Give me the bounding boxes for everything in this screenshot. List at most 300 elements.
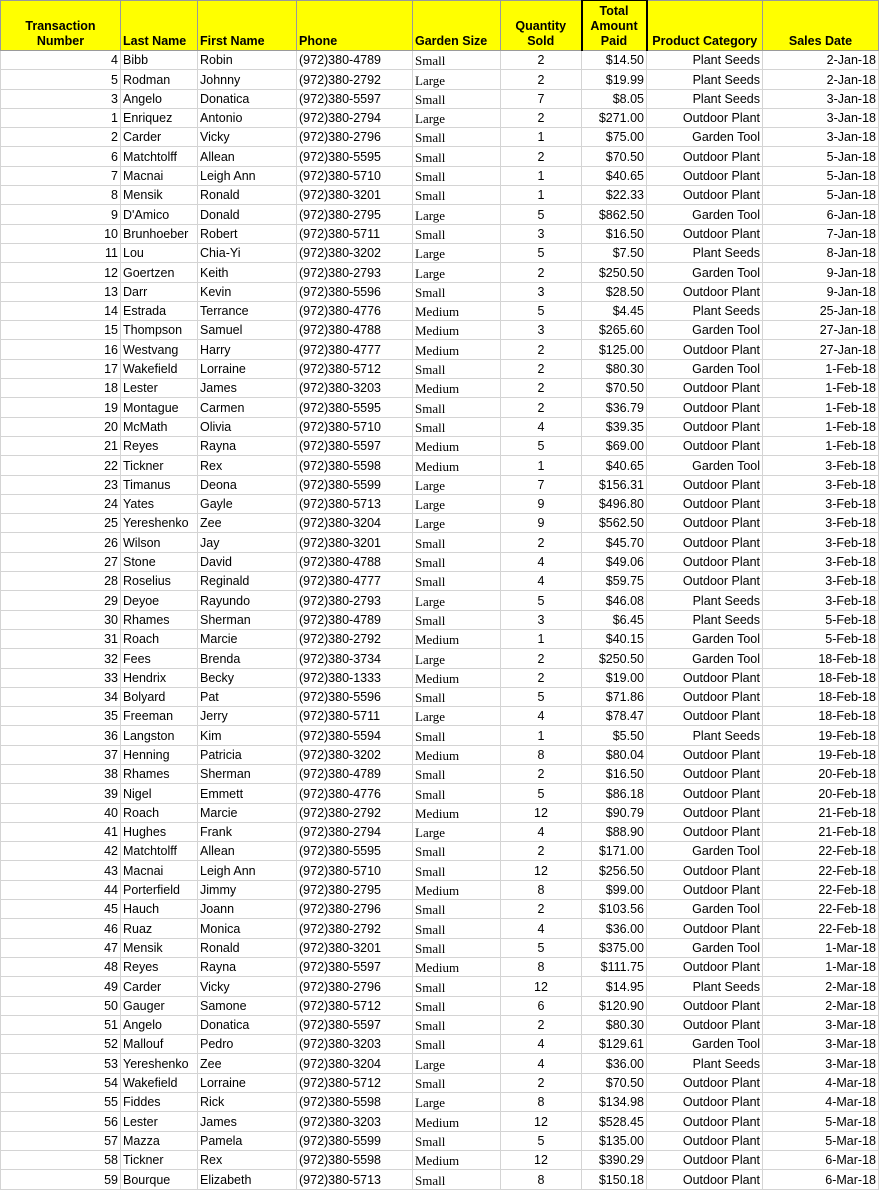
cell-garden-size[interactable]: Small [413, 1073, 501, 1092]
cell-quantity-sold[interactable]: 5 [501, 1131, 582, 1150]
cell-first-name[interactable]: Pamela [198, 1131, 297, 1150]
cell-transaction-number[interactable]: 33 [1, 668, 121, 687]
cell-product-category[interactable]: Outdoor Plant [647, 147, 763, 166]
cell-last-name[interactable]: McMath [121, 417, 198, 436]
cell-first-name[interactable]: Rex [198, 1150, 297, 1169]
cell-phone[interactable]: (972)380-5597 [297, 436, 413, 455]
cell-total-amount-paid[interactable]: $75.00 [582, 128, 647, 147]
cell-garden-size[interactable]: Large [413, 243, 501, 262]
cell-quantity-sold[interactable]: 2 [501, 668, 582, 687]
cell-product-category[interactable]: Garden Tool [647, 321, 763, 340]
cell-total-amount-paid[interactable]: $46.08 [582, 591, 647, 610]
cell-garden-size[interactable]: Medium [413, 803, 501, 822]
cell-last-name[interactable]: Reyes [121, 957, 198, 976]
cell-product-category[interactable]: Outdoor Plant [647, 186, 763, 205]
cell-phone[interactable]: (972)380-4777 [297, 572, 413, 591]
cell-last-name[interactable]: Langston [121, 726, 198, 745]
cell-last-name[interactable]: Roselius [121, 572, 198, 591]
cell-sales-date[interactable]: 22-Feb-18 [763, 880, 879, 899]
cell-total-amount-paid[interactable]: $150.18 [582, 1170, 647, 1189]
cell-transaction-number[interactable]: 28 [1, 572, 121, 591]
cell-total-amount-paid[interactable]: $36.79 [582, 398, 647, 417]
cell-total-amount-paid[interactable]: $70.50 [582, 1073, 647, 1092]
cell-product-category[interactable]: Garden Tool [647, 128, 763, 147]
cell-total-amount-paid[interactable]: $4.45 [582, 301, 647, 320]
cell-total-amount-paid[interactable]: $70.50 [582, 379, 647, 398]
cell-garden-size[interactable]: Medium [413, 379, 501, 398]
cell-total-amount-paid[interactable]: $125.00 [582, 340, 647, 359]
cell-garden-size[interactable]: Small [413, 552, 501, 571]
cell-total-amount-paid[interactable]: $90.79 [582, 803, 647, 822]
cell-product-category[interactable]: Garden Tool [647, 359, 763, 378]
cell-last-name[interactable]: D'Amico [121, 205, 198, 224]
cell-last-name[interactable]: Bourque [121, 1170, 198, 1189]
cell-phone[interactable]: (972)380-5597 [297, 1015, 413, 1034]
cell-last-name[interactable]: Fiddes [121, 1093, 198, 1112]
cell-first-name[interactable]: Lorraine [198, 1073, 297, 1092]
cell-last-name[interactable]: Brunhoeber [121, 224, 198, 243]
cell-garden-size[interactable]: Large [413, 1054, 501, 1073]
cell-sales-date[interactable]: 20-Feb-18 [763, 764, 879, 783]
cell-sales-date[interactable]: 4-Mar-18 [763, 1093, 879, 1112]
header-transaction-number[interactable]: Transaction Number [1, 1, 121, 51]
cell-transaction-number[interactable]: 36 [1, 726, 121, 745]
cell-last-name[interactable]: Wakefield [121, 359, 198, 378]
cell-phone[interactable]: (972)380-3734 [297, 649, 413, 668]
cell-phone[interactable]: (972)380-5712 [297, 359, 413, 378]
cell-first-name[interactable]: Harry [198, 340, 297, 359]
cell-last-name[interactable]: Yereshenko [121, 514, 198, 533]
cell-phone[interactable]: (972)380-3204 [297, 514, 413, 533]
cell-garden-size[interactable]: Small [413, 147, 501, 166]
cell-last-name[interactable]: Mensik [121, 186, 198, 205]
cell-sales-date[interactable]: 2-Jan-18 [763, 51, 879, 70]
cell-phone[interactable]: (972)380-2793 [297, 263, 413, 282]
cell-total-amount-paid[interactable]: $265.60 [582, 321, 647, 340]
cell-first-name[interactable]: Donatica [198, 89, 297, 108]
cell-first-name[interactable]: Pat [198, 687, 297, 706]
cell-transaction-number[interactable]: 48 [1, 957, 121, 976]
cell-first-name[interactable]: Sherman [198, 764, 297, 783]
cell-garden-size[interactable]: Medium [413, 321, 501, 340]
header-phone[interactable]: Phone [297, 1, 413, 51]
header-quantity-sold[interactable]: Quantity Sold [501, 1, 582, 51]
cell-quantity-sold[interactable]: 9 [501, 514, 582, 533]
cell-first-name[interactable]: Rayna [198, 436, 297, 455]
cell-garden-size[interactable]: Small [413, 842, 501, 861]
cell-transaction-number[interactable]: 5 [1, 70, 121, 89]
cell-product-category[interactable]: Outdoor Plant [647, 668, 763, 687]
cell-sales-date[interactable]: 22-Feb-18 [763, 900, 879, 919]
cell-first-name[interactable]: Brenda [198, 649, 297, 668]
cell-quantity-sold[interactable]: 2 [501, 340, 582, 359]
cell-garden-size[interactable]: Medium [413, 436, 501, 455]
cell-quantity-sold[interactable]: 4 [501, 417, 582, 436]
cell-phone[interactable]: (972)380-4788 [297, 552, 413, 571]
cell-last-name[interactable]: Tickner [121, 1150, 198, 1169]
cell-sales-date[interactable]: 9-Jan-18 [763, 282, 879, 301]
cell-sales-date[interactable]: 5-Jan-18 [763, 186, 879, 205]
cell-sales-date[interactable]: 18-Feb-18 [763, 649, 879, 668]
cell-product-category[interactable]: Plant Seeds [647, 977, 763, 996]
cell-phone[interactable]: (972)380-5711 [297, 224, 413, 243]
cell-quantity-sold[interactable]: 8 [501, 957, 582, 976]
header-last-name[interactable]: Last Name [121, 1, 198, 51]
cell-last-name[interactable]: Mazza [121, 1131, 198, 1150]
cell-garden-size[interactable]: Large [413, 514, 501, 533]
cell-sales-date[interactable]: 3-Feb-18 [763, 494, 879, 513]
cell-total-amount-paid[interactable]: $862.50 [582, 205, 647, 224]
cell-sales-date[interactable]: 1-Feb-18 [763, 379, 879, 398]
cell-first-name[interactable]: Becky [198, 668, 297, 687]
cell-quantity-sold[interactable]: 12 [501, 1112, 582, 1131]
cell-transaction-number[interactable]: 21 [1, 436, 121, 455]
cell-garden-size[interactable]: Medium [413, 340, 501, 359]
cell-phone[interactable]: (972)380-5710 [297, 861, 413, 880]
cell-phone[interactable]: (972)380-4777 [297, 340, 413, 359]
cell-transaction-number[interactable]: 38 [1, 764, 121, 783]
cell-quantity-sold[interactable]: 5 [501, 687, 582, 706]
cell-first-name[interactable]: Joann [198, 900, 297, 919]
cell-transaction-number[interactable]: 2 [1, 128, 121, 147]
cell-phone[interactable]: (972)380-4776 [297, 784, 413, 803]
cell-first-name[interactable]: Donald [198, 205, 297, 224]
cell-transaction-number[interactable]: 45 [1, 900, 121, 919]
cell-garden-size[interactable]: Small [413, 224, 501, 243]
cell-quantity-sold[interactable]: 12 [501, 803, 582, 822]
cell-sales-date[interactable]: 6-Jan-18 [763, 205, 879, 224]
cell-quantity-sold[interactable]: 2 [501, 649, 582, 668]
cell-transaction-number[interactable]: 29 [1, 591, 121, 610]
cell-phone[interactable]: (972)380-5598 [297, 456, 413, 475]
cell-first-name[interactable]: Allean [198, 147, 297, 166]
cell-garden-size[interactable]: Small [413, 1015, 501, 1034]
cell-garden-size[interactable]: Small [413, 1170, 501, 1189]
cell-garden-size[interactable]: Small [413, 533, 501, 552]
cell-garden-size[interactable]: Small [413, 977, 501, 996]
cell-total-amount-paid[interactable]: $5.50 [582, 726, 647, 745]
cell-last-name[interactable]: Angelo [121, 89, 198, 108]
cell-garden-size[interactable]: Small [413, 359, 501, 378]
cell-sales-date[interactable]: 6-Mar-18 [763, 1150, 879, 1169]
cell-first-name[interactable]: Rick [198, 1093, 297, 1112]
cell-sales-date[interactable]: 21-Feb-18 [763, 803, 879, 822]
cell-sales-date[interactable]: 3-Jan-18 [763, 89, 879, 108]
cell-product-category[interactable]: Plant Seeds [647, 610, 763, 629]
cell-total-amount-paid[interactable]: $562.50 [582, 514, 647, 533]
cell-phone[interactable]: (972)380-2795 [297, 880, 413, 899]
cell-total-amount-paid[interactable]: $250.50 [582, 263, 647, 282]
cell-first-name[interactable]: Vicky [198, 128, 297, 147]
cell-last-name[interactable]: Matchtolff [121, 842, 198, 861]
cell-garden-size[interactable]: Small [413, 610, 501, 629]
cell-total-amount-paid[interactable]: $250.50 [582, 649, 647, 668]
cell-sales-date[interactable]: 5-Mar-18 [763, 1112, 879, 1131]
cell-phone[interactable]: (972)380-2792 [297, 803, 413, 822]
cell-product-category[interactable]: Outdoor Plant [647, 996, 763, 1015]
cell-product-category[interactable]: Garden Tool [647, 263, 763, 282]
cell-last-name[interactable]: Hughes [121, 822, 198, 841]
cell-sales-date[interactable]: 19-Feb-18 [763, 726, 879, 745]
cell-first-name[interactable]: Robert [198, 224, 297, 243]
cell-total-amount-paid[interactable]: $111.75 [582, 957, 647, 976]
cell-transaction-number[interactable]: 17 [1, 359, 121, 378]
cell-last-name[interactable]: Hendrix [121, 668, 198, 687]
cell-garden-size[interactable]: Small [413, 784, 501, 803]
cell-last-name[interactable]: Carder [121, 977, 198, 996]
cell-quantity-sold[interactable]: 3 [501, 610, 582, 629]
cell-last-name[interactable]: Tickner [121, 456, 198, 475]
cell-first-name[interactable]: Lorraine [198, 359, 297, 378]
cell-quantity-sold[interactable]: 4 [501, 822, 582, 841]
cell-first-name[interactable]: Samuel [198, 321, 297, 340]
cell-quantity-sold[interactable]: 7 [501, 89, 582, 108]
cell-transaction-number[interactable]: 44 [1, 880, 121, 899]
cell-product-category[interactable]: Outdoor Plant [647, 533, 763, 552]
cell-phone[interactable]: (972)380-3203 [297, 1035, 413, 1054]
cell-sales-date[interactable]: 1-Mar-18 [763, 938, 879, 957]
cell-last-name[interactable]: Macnai [121, 166, 198, 185]
cell-first-name[interactable]: Kevin [198, 282, 297, 301]
cell-sales-date[interactable]: 27-Jan-18 [763, 340, 879, 359]
cell-quantity-sold[interactable]: 1 [501, 629, 582, 648]
cell-product-category[interactable]: Garden Tool [647, 205, 763, 224]
cell-garden-size[interactable]: Small [413, 282, 501, 301]
cell-phone[interactable]: (972)380-5595 [297, 398, 413, 417]
cell-product-category[interactable]: Outdoor Plant [647, 108, 763, 127]
cell-first-name[interactable]: James [198, 1112, 297, 1131]
cell-sales-date[interactable]: 22-Feb-18 [763, 919, 879, 938]
cell-transaction-number[interactable]: 25 [1, 514, 121, 533]
cell-product-category[interactable]: Outdoor Plant [647, 494, 763, 513]
cell-total-amount-paid[interactable]: $80.04 [582, 745, 647, 764]
cell-product-category[interactable]: Outdoor Plant [647, 861, 763, 880]
cell-product-category[interactable]: Outdoor Plant [647, 1170, 763, 1189]
cell-quantity-sold[interactable]: 4 [501, 919, 582, 938]
cell-last-name[interactable]: Porterfield [121, 880, 198, 899]
cell-sales-date[interactable]: 25-Jan-18 [763, 301, 879, 320]
cell-phone[interactable]: (972)380-2795 [297, 205, 413, 224]
cell-garden-size[interactable]: Medium [413, 1112, 501, 1131]
cell-product-category[interactable]: Outdoor Plant [647, 224, 763, 243]
cell-last-name[interactable]: Darr [121, 282, 198, 301]
cell-product-category[interactable]: Outdoor Plant [647, 417, 763, 436]
cell-product-category[interactable]: Plant Seeds [647, 243, 763, 262]
cell-sales-date[interactable]: 3-Feb-18 [763, 514, 879, 533]
cell-phone[interactable]: (972)380-3202 [297, 745, 413, 764]
cell-first-name[interactable]: Reginald [198, 572, 297, 591]
cell-last-name[interactable]: Deyoe [121, 591, 198, 610]
cell-garden-size[interactable]: Small [413, 186, 501, 205]
cell-last-name[interactable]: Enriquez [121, 108, 198, 127]
cell-phone[interactable]: (972)380-5595 [297, 147, 413, 166]
cell-product-category[interactable]: Outdoor Plant [647, 919, 763, 938]
cell-sales-date[interactable]: 2-Mar-18 [763, 977, 879, 996]
cell-quantity-sold[interactable]: 4 [501, 552, 582, 571]
cell-total-amount-paid[interactable]: $40.65 [582, 166, 647, 185]
cell-quantity-sold[interactable]: 2 [501, 70, 582, 89]
cell-transaction-number[interactable]: 3 [1, 89, 121, 108]
cell-product-category[interactable]: Garden Tool [647, 456, 763, 475]
cell-phone[interactable]: (972)380-4789 [297, 51, 413, 70]
cell-total-amount-paid[interactable]: $256.50 [582, 861, 647, 880]
cell-quantity-sold[interactable]: 5 [501, 784, 582, 803]
cell-product-category[interactable]: Outdoor Plant [647, 957, 763, 976]
cell-total-amount-paid[interactable]: $6.45 [582, 610, 647, 629]
cell-first-name[interactable]: Marcie [198, 803, 297, 822]
cell-sales-date[interactable]: 5-Jan-18 [763, 166, 879, 185]
cell-transaction-number[interactable]: 19 [1, 398, 121, 417]
cell-phone[interactable]: (972)380-4776 [297, 301, 413, 320]
cell-quantity-sold[interactable]: 2 [501, 1015, 582, 1034]
cell-sales-date[interactable]: 22-Feb-18 [763, 842, 879, 861]
cell-last-name[interactable]: Rhames [121, 764, 198, 783]
cell-garden-size[interactable]: Large [413, 649, 501, 668]
cell-transaction-number[interactable]: 15 [1, 321, 121, 340]
cell-last-name[interactable]: Rodman [121, 70, 198, 89]
cell-first-name[interactable]: Vicky [198, 977, 297, 996]
cell-first-name[interactable]: Ronald [198, 938, 297, 957]
cell-product-category[interactable]: Outdoor Plant [647, 1093, 763, 1112]
cell-transaction-number[interactable]: 59 [1, 1170, 121, 1189]
cell-first-name[interactable]: Patricia [198, 745, 297, 764]
cell-phone[interactable]: (972)380-5596 [297, 687, 413, 706]
cell-transaction-number[interactable]: 18 [1, 379, 121, 398]
cell-phone[interactable]: (972)380-1333 [297, 668, 413, 687]
cell-phone[interactable]: (972)380-3203 [297, 1112, 413, 1131]
cell-quantity-sold[interactable]: 2 [501, 1073, 582, 1092]
cell-quantity-sold[interactable]: 4 [501, 1054, 582, 1073]
cell-first-name[interactable]: Donatica [198, 1015, 297, 1034]
cell-garden-size[interactable]: Small [413, 1035, 501, 1054]
cell-total-amount-paid[interactable]: $69.00 [582, 436, 647, 455]
cell-last-name[interactable]: Montague [121, 398, 198, 417]
cell-garden-size[interactable]: Large [413, 263, 501, 282]
cell-phone[interactable]: (972)380-3201 [297, 533, 413, 552]
cell-sales-date[interactable]: 3-Feb-18 [763, 475, 879, 494]
cell-phone[interactable]: (972)380-2792 [297, 919, 413, 938]
cell-total-amount-paid[interactable]: $7.50 [582, 243, 647, 262]
cell-first-name[interactable]: Chia-Yi [198, 243, 297, 262]
cell-first-name[interactable]: Jerry [198, 707, 297, 726]
cell-product-category[interactable]: Plant Seeds [647, 726, 763, 745]
cell-quantity-sold[interactable]: 12 [501, 1150, 582, 1169]
cell-last-name[interactable]: Macnai [121, 861, 198, 880]
cell-first-name[interactable]: Deona [198, 475, 297, 494]
cell-phone[interactable]: (972)380-5599 [297, 475, 413, 494]
cell-sales-date[interactable]: 18-Feb-18 [763, 687, 879, 706]
cell-transaction-number[interactable]: 30 [1, 610, 121, 629]
cell-phone[interactable]: (972)380-4789 [297, 610, 413, 629]
cell-phone[interactable]: (972)380-2794 [297, 822, 413, 841]
cell-quantity-sold[interactable]: 4 [501, 1035, 582, 1054]
cell-last-name[interactable]: Carder [121, 128, 198, 147]
cell-sales-date[interactable]: 2-Jan-18 [763, 70, 879, 89]
cell-phone[interactable]: (972)380-5597 [297, 957, 413, 976]
cell-transaction-number[interactable]: 11 [1, 243, 121, 262]
cell-first-name[interactable]: Marcie [198, 629, 297, 648]
cell-quantity-sold[interactable]: 7 [501, 475, 582, 494]
cell-transaction-number[interactable]: 27 [1, 552, 121, 571]
cell-quantity-sold[interactable]: 5 [501, 591, 582, 610]
cell-total-amount-paid[interactable]: $16.50 [582, 224, 647, 243]
cell-transaction-number[interactable]: 57 [1, 1131, 121, 1150]
cell-garden-size[interactable]: Medium [413, 1150, 501, 1169]
cell-product-category[interactable]: Outdoor Plant [647, 552, 763, 571]
cell-quantity-sold[interactable]: 3 [501, 321, 582, 340]
cell-total-amount-paid[interactable]: $156.31 [582, 475, 647, 494]
cell-last-name[interactable]: Bibb [121, 51, 198, 70]
cell-transaction-number[interactable]: 34 [1, 687, 121, 706]
cell-garden-size[interactable]: Small [413, 919, 501, 938]
cell-first-name[interactable]: Olivia [198, 417, 297, 436]
cell-phone[interactable]: (972)380-3204 [297, 1054, 413, 1073]
cell-transaction-number[interactable]: 54 [1, 1073, 121, 1092]
cell-garden-size[interactable]: Large [413, 591, 501, 610]
cell-phone[interactable]: (972)380-2792 [297, 70, 413, 89]
cell-quantity-sold[interactable]: 2 [501, 359, 582, 378]
cell-garden-size[interactable]: Medium [413, 880, 501, 899]
cell-sales-date[interactable]: 8-Jan-18 [763, 243, 879, 262]
cell-first-name[interactable]: Leigh Ann [198, 166, 297, 185]
cell-product-category[interactable]: Outdoor Plant [647, 1150, 763, 1169]
cell-total-amount-paid[interactable]: $40.65 [582, 456, 647, 475]
cell-sales-date[interactable]: 3-Jan-18 [763, 108, 879, 127]
cell-garden-size[interactable]: Small [413, 726, 501, 745]
cell-transaction-number[interactable]: 7 [1, 166, 121, 185]
cell-phone[interactable]: (972)380-5713 [297, 1170, 413, 1189]
cell-quantity-sold[interactable]: 2 [501, 764, 582, 783]
cell-last-name[interactable]: Rhames [121, 610, 198, 629]
cell-transaction-number[interactable]: 8 [1, 186, 121, 205]
cell-last-name[interactable]: Westvang [121, 340, 198, 359]
cell-sales-date[interactable]: 6-Mar-18 [763, 1170, 879, 1189]
cell-garden-size[interactable]: Medium [413, 301, 501, 320]
cell-transaction-number[interactable]: 13 [1, 282, 121, 301]
cell-quantity-sold[interactable]: 1 [501, 456, 582, 475]
cell-phone[interactable]: (972)380-2796 [297, 900, 413, 919]
cell-sales-date[interactable]: 3-Mar-18 [763, 1054, 879, 1073]
cell-first-name[interactable]: Keith [198, 263, 297, 282]
cell-transaction-number[interactable]: 55 [1, 1093, 121, 1112]
cell-product-category[interactable]: Outdoor Plant [647, 1131, 763, 1150]
cell-last-name[interactable]: Lou [121, 243, 198, 262]
cell-phone[interactable]: (972)380-5595 [297, 842, 413, 861]
cell-phone[interactable]: (972)380-5597 [297, 89, 413, 108]
cell-transaction-number[interactable]: 35 [1, 707, 121, 726]
cell-garden-size[interactable]: Medium [413, 456, 501, 475]
cell-total-amount-paid[interactable]: $375.00 [582, 938, 647, 957]
cell-sales-date[interactable]: 18-Feb-18 [763, 707, 879, 726]
cell-garden-size[interactable]: Small [413, 938, 501, 957]
cell-total-amount-paid[interactable]: $390.29 [582, 1150, 647, 1169]
cell-transaction-number[interactable]: 12 [1, 263, 121, 282]
cell-garden-size[interactable]: Large [413, 70, 501, 89]
cell-product-category[interactable]: Outdoor Plant [647, 282, 763, 301]
cell-phone[interactable]: (972)380-5710 [297, 166, 413, 185]
cell-phone[interactable]: (972)380-5599 [297, 1131, 413, 1150]
cell-sales-date[interactable]: 7-Jan-18 [763, 224, 879, 243]
cell-last-name[interactable]: Roach [121, 803, 198, 822]
cell-first-name[interactable]: Sherman [198, 610, 297, 629]
cell-sales-date[interactable]: 2-Mar-18 [763, 996, 879, 1015]
cell-first-name[interactable]: Jay [198, 533, 297, 552]
cell-quantity-sold[interactable]: 8 [501, 880, 582, 899]
cell-last-name[interactable]: Ruaz [121, 919, 198, 938]
cell-garden-size[interactable]: Large [413, 1093, 501, 1112]
cell-phone[interactable]: (972)380-4789 [297, 764, 413, 783]
cell-product-category[interactable]: Outdoor Plant [647, 398, 763, 417]
